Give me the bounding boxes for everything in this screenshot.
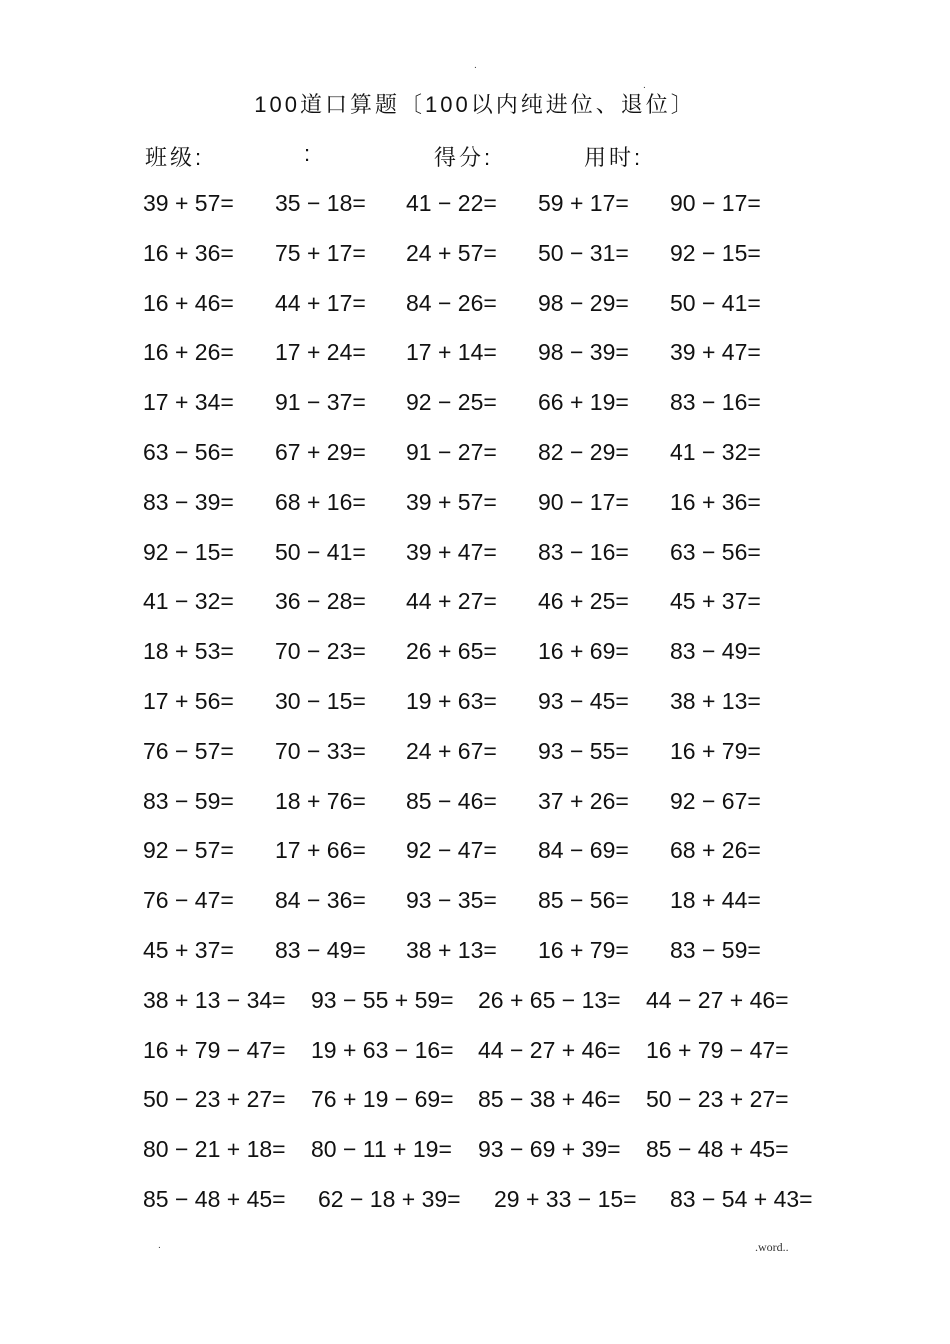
- math-problem: 91 − 37=: [275, 389, 366, 415]
- math-problem: 16 + 46=: [143, 290, 234, 316]
- math-problem: 18 + 44=: [670, 887, 761, 913]
- math-problem: 38 + 13=: [406, 937, 497, 963]
- math-problem: 84 − 36=: [275, 887, 366, 913]
- math-problem: 83 − 54 + 43=: [670, 1186, 813, 1212]
- math-problem: 50 − 31=: [538, 240, 629, 266]
- problem-row: [0, 788, 950, 818]
- math-problem: 18 + 76=: [275, 788, 366, 814]
- math-problem: 93 − 55=: [538, 738, 629, 764]
- math-problem: 68 + 16=: [275, 489, 366, 515]
- math-problem: 93 − 55 + 59=: [311, 987, 454, 1013]
- math-problem: 41 − 32=: [670, 439, 761, 465]
- math-problem: 84 − 26=: [406, 290, 497, 316]
- math-problem: 45 + 37=: [143, 937, 234, 963]
- problem-row: [0, 738, 950, 768]
- class-label: 班级:: [145, 145, 205, 170]
- math-problem: 26 + 65 − 13=: [478, 987, 621, 1013]
- math-problem: 63 − 56=: [143, 439, 234, 465]
- problem-row: [0, 638, 950, 668]
- math-problem: 39 + 57=: [406, 489, 497, 515]
- math-problem: 83 − 16=: [538, 539, 629, 565]
- math-problem: 50 − 41=: [670, 290, 761, 316]
- math-problem: 93 − 35=: [406, 887, 497, 913]
- problem-row: [0, 688, 950, 718]
- math-problem: 93 − 45=: [538, 688, 629, 714]
- problem-row: [0, 339, 950, 369]
- math-problem: 76 − 47=: [143, 887, 234, 913]
- math-problem: 92 − 47=: [406, 837, 497, 863]
- math-problem: 39 + 47=: [670, 339, 761, 365]
- math-problem: 16 + 26=: [143, 339, 234, 365]
- math-problem: 50 − 23 + 27=: [143, 1086, 286, 1112]
- math-problem: 16 + 79 − 47=: [143, 1037, 286, 1063]
- math-problem: 17 + 56=: [143, 688, 234, 714]
- score-label: 得分:: [434, 145, 494, 170]
- math-problem: 85 − 48 + 45=: [646, 1136, 789, 1162]
- problem-row: [0, 937, 950, 967]
- time-label: 用时:: [584, 145, 644, 170]
- math-problem: 19 + 63=: [406, 688, 497, 714]
- name-label: :: [304, 141, 314, 166]
- math-problem: 92 − 15=: [670, 240, 761, 266]
- math-problem: 16 + 36=: [143, 240, 234, 266]
- math-problem: 92 − 57=: [143, 837, 234, 863]
- problem-row: [0, 389, 950, 419]
- math-problem: 75 + 17=: [275, 240, 366, 266]
- math-problem: 41 − 32=: [143, 588, 234, 614]
- math-problem: 30 − 15=: [275, 688, 366, 714]
- math-problem: 83 − 49=: [670, 638, 761, 664]
- problem-row: [0, 837, 950, 867]
- math-problem: 39 + 57=: [143, 190, 234, 216]
- math-problem: 91 − 27=: [406, 439, 497, 465]
- math-problem: 16 + 36=: [670, 489, 761, 515]
- math-problem: 66 + 19=: [538, 389, 629, 415]
- math-problem: 82 − 29=: [538, 439, 629, 465]
- math-problem: 90 − 17=: [670, 190, 761, 216]
- page-title: 100道口算题〔100以内纯进位、退位〕: [254, 92, 696, 117]
- math-problem: 19 + 63 − 16=: [311, 1037, 454, 1063]
- math-problem: 76 + 19 − 69=: [311, 1086, 454, 1112]
- math-problem: 50 − 23 + 27=: [646, 1086, 789, 1112]
- math-problem: 62 − 18 + 39=: [318, 1186, 461, 1212]
- math-problem: 17 + 66=: [275, 837, 366, 863]
- student-info-row: [0, 141, 950, 171]
- math-problem: 24 + 67=: [406, 738, 497, 764]
- math-problem: 85 − 56=: [538, 887, 629, 913]
- math-problem: 38 + 13 − 34=: [143, 987, 286, 1013]
- math-problem: 35 − 18=: [275, 190, 366, 216]
- problem-row: [0, 887, 950, 917]
- math-problem: 41 − 22=: [406, 190, 497, 216]
- math-problem: 76 − 57=: [143, 738, 234, 764]
- problem-row: [0, 190, 950, 220]
- math-problem: 70 − 23=: [275, 638, 366, 664]
- math-problem: 44 − 27 + 46=: [478, 1037, 621, 1063]
- math-problem: 17 + 34=: [143, 389, 234, 415]
- math-problem: 29 + 33 − 15=: [494, 1186, 637, 1212]
- math-problem: 46 + 25=: [538, 588, 629, 614]
- footer-watermark: .word..: [755, 1240, 789, 1254]
- problem-row: [0, 290, 950, 320]
- math-problem: 16 + 79 − 47=: [646, 1037, 789, 1063]
- footer-dot: .: [158, 1240, 161, 1251]
- math-problem: 36 − 28=: [275, 588, 366, 614]
- math-problem: 16 + 79=: [538, 937, 629, 963]
- problem-row: [0, 588, 950, 618]
- math-problem: 83 − 59=: [143, 788, 234, 814]
- math-problem: 39 + 47=: [406, 539, 497, 565]
- math-problem: 18 + 53=: [143, 638, 234, 664]
- math-problem: 83 − 59=: [670, 937, 761, 963]
- math-problem: 85 − 48 + 45=: [143, 1186, 286, 1212]
- math-problem: 85 − 46=: [406, 788, 497, 814]
- math-problem: 80 − 11 + 19=: [311, 1136, 452, 1162]
- math-problem: 70 − 33=: [275, 738, 366, 764]
- problem-row: [0, 240, 950, 270]
- problem-row: [0, 1037, 950, 1067]
- math-problem: 92 − 25=: [406, 389, 497, 415]
- math-problem: 98 − 39=: [538, 339, 629, 365]
- math-problem: 85 − 38 + 46=: [478, 1086, 621, 1112]
- problem-row: [0, 1136, 950, 1166]
- problem-row: [0, 439, 950, 469]
- math-problem: 83 − 39=: [143, 489, 234, 515]
- header-dot: .: [643, 80, 646, 91]
- math-problem: 16 + 69=: [538, 638, 629, 664]
- math-problem: 68 + 26=: [670, 837, 761, 863]
- problem-row: [0, 489, 950, 519]
- math-problem: 84 − 69=: [538, 837, 629, 863]
- math-problem: 63 − 56=: [670, 539, 761, 565]
- math-problem: 92 − 67=: [670, 788, 761, 814]
- math-problem: 83 − 16=: [670, 389, 761, 415]
- header-dot: .: [474, 60, 477, 71]
- math-problem: 44 + 17=: [275, 290, 366, 316]
- math-problem: 17 + 24=: [275, 339, 366, 365]
- math-problem: 24 + 57=: [406, 240, 497, 266]
- math-problem: 90 − 17=: [538, 489, 629, 515]
- math-problem: 26 + 65=: [406, 638, 497, 664]
- math-problem: 44 + 27=: [406, 588, 497, 614]
- math-problem: 16 + 79=: [670, 738, 761, 764]
- problem-row: [0, 539, 950, 569]
- math-problem: 93 − 69 + 39=: [478, 1136, 621, 1162]
- problem-row: [0, 1186, 950, 1216]
- problem-row: [0, 1086, 950, 1116]
- math-problem: 80 − 21 + 18=: [143, 1136, 286, 1162]
- math-problem: 83 − 49=: [275, 937, 366, 963]
- math-problem: 37 + 26=: [538, 788, 629, 814]
- math-problem: 45 + 37=: [670, 588, 761, 614]
- math-problem: 67 + 29=: [275, 439, 366, 465]
- problem-row: [0, 987, 950, 1017]
- math-problem: 50 − 41=: [275, 539, 366, 565]
- math-problem: 98 − 29=: [538, 290, 629, 316]
- math-problem: 44 − 27 + 46=: [646, 987, 789, 1013]
- math-problem: 59 + 17=: [538, 190, 629, 216]
- math-problem: 38 + 13=: [670, 688, 761, 714]
- math-problem: 17 + 14=: [406, 339, 497, 365]
- math-problem: 92 − 15=: [143, 539, 234, 565]
